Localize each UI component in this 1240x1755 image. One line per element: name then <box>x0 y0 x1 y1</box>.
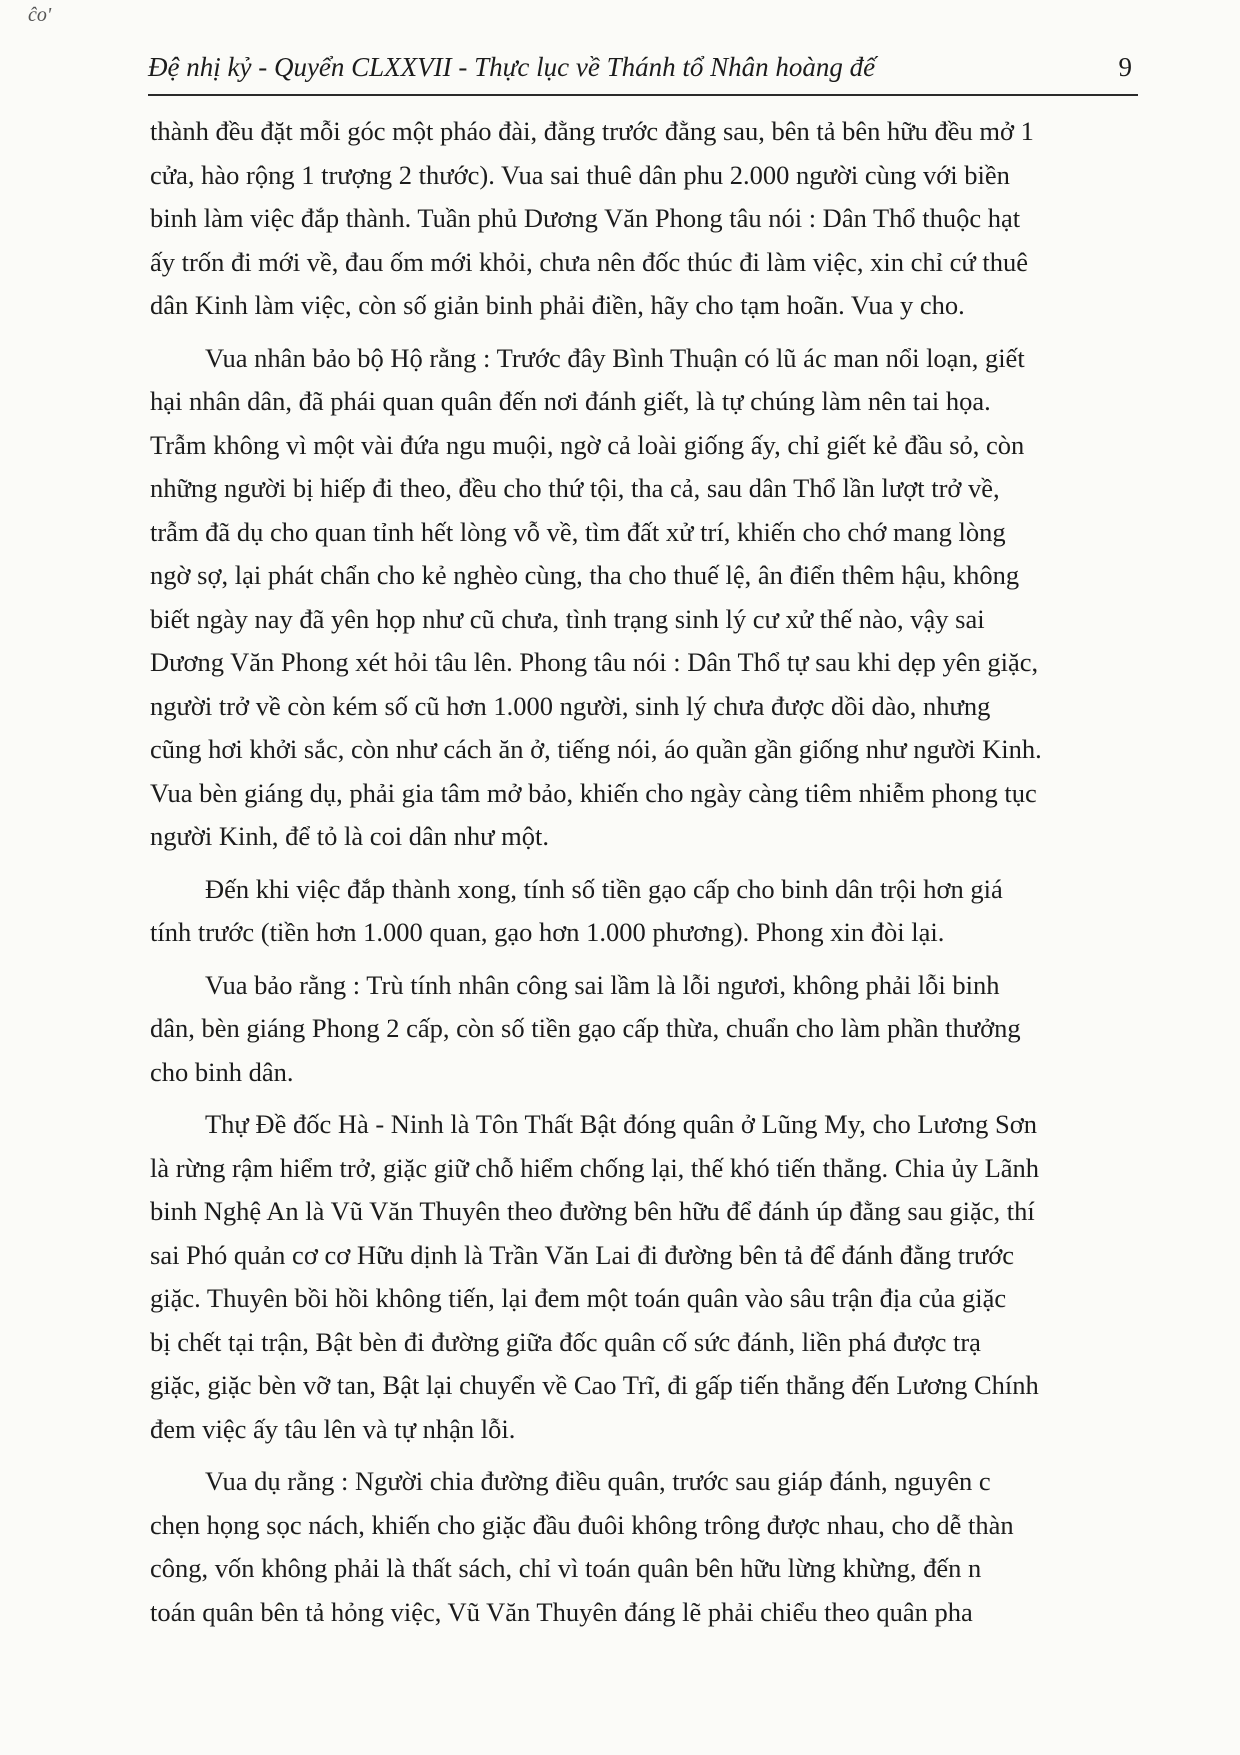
paragraph <box>150 1103 1160 1451</box>
text-line: toán quân bên tả hỏng việc, Vũ Văn Thuyên đáng lẽ phải chiểu theo quân pha <box>150 1596 973 1627</box>
text-line: giặc, giặc bèn vỡ tan, Bật lại chuyển về Cao Trĩ, đi gấp tiến thẳng đến Lương Chính <box>150 1370 1039 1400</box>
text-line: binh làm việc đắp thành. Tuần phủ Dương Văn Phong tâu nói : Dân Thổ thuộc hạt <box>150 203 1021 233</box>
paragraph <box>150 1460 1160 1634</box>
text-line: Vua nhân bảo bộ Hộ rằng : Trước đây Bình Thuận có lũ ác man nổi loạn, giết <box>205 342 1025 373</box>
text-line: trẫm đã dụ cho quan tỉnh hết lòng vỗ về, tìm đất xử trí, khiến cho chớ mang lòng <box>150 516 1006 547</box>
text-line: ngờ sợ, lại phát chẩn cho kẻ nghèo cùng, tha cho thuế lệ, ân điển thêm hậu, không <box>150 560 1020 590</box>
header-title: Đệ nhị kỷ - Quyển CLXXVII - Thực lục về Thánh tổ Nhân hoàng đế <box>148 52 876 82</box>
text-line: dân, bèn giáng Phong 2 cấp, còn số tiền gạo cấp thừa, chuẩn cho làm phần thưởng <box>150 1013 1021 1043</box>
text-line: giặc. Thuyên bồi hồi không tiến, lại đem một toán quân vào sâu trận địa của giặc <box>150 1283 1007 1313</box>
text-line: cũng hơi khởi sắc, còn như cách ăn ở, tiếng nói, áo quần gần giống như người Kinh. <box>150 734 1042 764</box>
text-line: là rừng rậm hiểm trở, giặc giữ chỗ hiểm chống lại, thế khó tiến thẳng. Chia ủy Lãnh <box>150 1152 1040 1183</box>
text-line: thành đều đặt mỗi góc một pháo đài, đằng trước đằng sau, bên tả bên hữu đều mở 1 <box>150 116 1034 146</box>
text-line: cho binh dân. <box>150 1056 294 1087</box>
paragraph <box>150 964 1160 1095</box>
text-line: Dương Văn Phong xét hỏi tâu lên. Phong tâu nói : Dân Thổ tự sau khi dẹp yên giặc, <box>150 647 1039 677</box>
text-line: đem việc ấy tâu lên và tự nhận lỗi. <box>150 1413 516 1444</box>
running-header <box>148 46 1138 96</box>
text-line: Trẫm không vì một vài đứa ngu muội, ngờ cả loài giống ấy, chỉ giết kẻ đầu sỏ, còn <box>150 429 1025 460</box>
text-line: Vua bảo rằng : Trù tính nhân công sai lầm là lỗi ngươi, không phải lỗi binh <box>205 969 1000 1000</box>
text-line: dân Kinh làm việc, còn số giản binh phải điền, hãy cho tạm hoãn. Vua y cho. <box>150 290 965 320</box>
text-line: binh Nghệ An là Vũ Văn Thuyên theo đường bên hữu để đánh úp đằng sau giặc, thí <box>150 1196 1035 1226</box>
paragraph <box>150 337 1160 859</box>
text-line: Đến khi việc đắp thành xong, tính số tiền gạo cấp cho binh dân trội hơn giá <box>205 873 1003 904</box>
text-line: công, vốn không phải là thất sách, chỉ vì toán quân bên hữu lừng khừng, đến n <box>150 1553 982 1583</box>
text-line: bị chết tại trận, Bật bèn đi đường giữa đốc quân cố sức đánh, liền phá được trạ <box>150 1326 981 1357</box>
text-line: những người bị hiếp đi theo, đều cho thứ tội, tha cả, sau dân Thổ lần lượt trở về, <box>150 473 1000 503</box>
text-line: Vua dụ rằng : Người chia đường điều quân, trước sau giáp đánh, nguyên c <box>205 1466 991 1496</box>
page-number: 9 <box>1118 52 1132 82</box>
text-line: chẹn họng sọc nách, khiến cho giặc đầu đuôi không trông được nhau, cho dễ thàn <box>150 1509 1014 1540</box>
text-line: sai Phó quản cơ cơ Hữu dịnh là Trần Văn Lai đi đường bên tả để đánh đằng trước <box>150 1239 1015 1270</box>
corner-mark: ĉo' <box>28 4 52 26</box>
paragraph <box>150 868 1160 955</box>
paragraph <box>150 110 1160 328</box>
text-line: người trở về còn kém số cũ hơn 1.000 người, sinh lý chưa được dồi dào, nhưng <box>150 690 991 721</box>
text-line: hại nhân dân, đã phái quan quân đến nơi đánh giết, là tự chúng làm nên tai họa. <box>150 386 991 416</box>
body-text <box>150 110 1160 1750</box>
text-line: Vua bèn giáng dụ, phải gia tâm mở bảo, khiến cho ngày càng tiêm nhiễm phong tục <box>150 777 1037 808</box>
text-line: cửa, hào rộng 1 trượng 2 thước). Vua sai thuê dân phu 2.000 người cùng với biền <box>150 159 1010 190</box>
text-line: Thự Đề đốc Hà - Ninh là Tôn Thất Bật đóng quân ở Lũng My, cho Lương Sơn <box>205 1109 1038 1139</box>
text-line: ấy trốn đi mới về, đau ốm mới khỏi, chưa nên đốc thúc đi làm việc, xin chỉ cứ thuê <box>150 246 1029 277</box>
text-line: tính trước (tiền hơn 1.000 quan, gạo hơn 1.000 phương). Phong xin đòi lại. <box>150 917 945 947</box>
text-line: người Kinh, để tỏ là coi dân như một. <box>150 821 549 851</box>
text-line: biết ngày nay đã yên họp như cũ chưa, tình trạng sinh lý cư xử thế nào, vậy sai <box>150 603 985 634</box>
